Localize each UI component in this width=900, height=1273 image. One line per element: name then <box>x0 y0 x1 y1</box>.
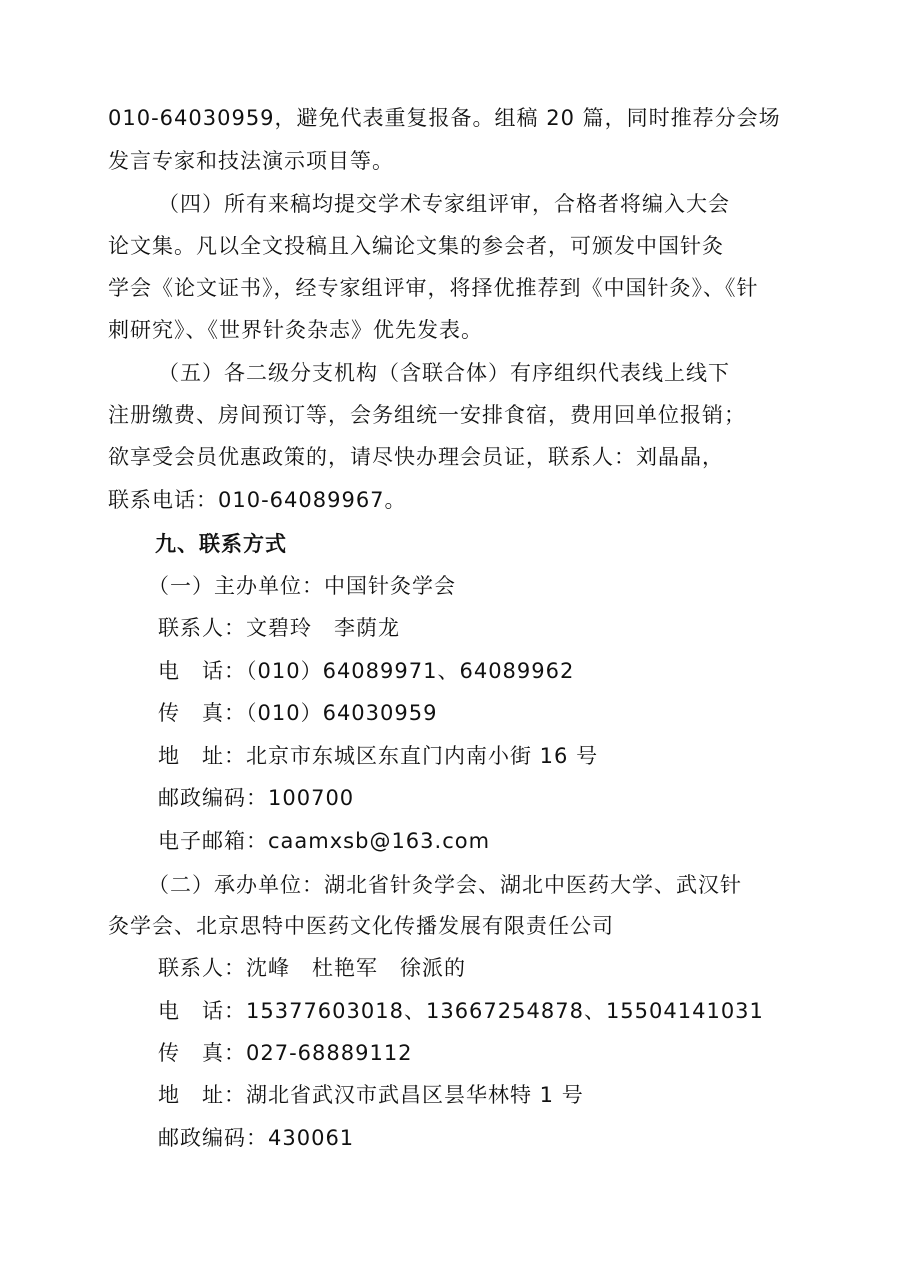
host-contact-person: 联系人：文碧玲 李荫龙 <box>158 616 400 640</box>
paragraph-line: 发言专家和技法演示项目等。 <box>108 149 394 173</box>
host-postcode: 邮政编码：100700 <box>158 786 355 810</box>
paragraph-line: 010-64030959，避免代表重复报备。组稿 20 篇，同时推荐分会场 <box>108 106 781 130</box>
host-address: 地 址：北京市东城区东直门内南小街 16 号 <box>158 744 599 768</box>
organizer-phone: 电 话：15377603018、13667254878、15504141031 <box>158 999 764 1023</box>
host-phone: 电 话：（010）64089971、64089962 <box>158 659 575 683</box>
organizer-unit-title: （二）承办单位：湖北省针灸学会、湖北中医药大学、武汉针 <box>148 873 742 897</box>
paragraph-line: 刺研究》、《世界针灸杂志》优先发表。 <box>108 318 483 342</box>
paragraph-line: 联系电话：010-64089967。 <box>108 488 407 512</box>
organizer-contact-person: 联系人：沈峰 杜艳军 徐派的 <box>158 956 466 980</box>
host-unit-title: （一）主办单位：中国针灸学会 <box>148 574 456 598</box>
organizer-unit-title-cont: 灸学会、北京思特中医药文化传播发展有限责任公司 <box>108 914 614 938</box>
section-heading: 九、联系方式 <box>155 532 287 556</box>
host-email: 电子邮箱：caamxsb@163.com <box>158 829 491 853</box>
paragraph-line: （四）所有来稿均提交学术专家组评审，合格者将编入大会 <box>158 192 730 216</box>
organizer-address: 地 址：湖北省武汉市武昌区昙华林特 1 号 <box>158 1083 584 1107</box>
paragraph-line: （五）各二级分支机构（含联合体）有序组织代表线上线下 <box>158 361 730 385</box>
paragraph-line: 欲享受会员优惠政策的，请尽快办理会员证，联系人：刘晶晶， <box>108 445 724 469</box>
host-fax: 传 真：（010）64030959 <box>158 701 438 725</box>
organizer-postcode: 邮政编码：430061 <box>158 1126 355 1150</box>
paragraph-line: 学会《论文证书》，经专家组评审，将择优推荐到《中国针灸》、《针 <box>108 276 759 300</box>
paragraph-line: 论文集。凡以全文投稿且入编论文集的参会者，可颁发中国针灸 <box>108 234 724 258</box>
organizer-fax: 传 真：027-68889112 <box>158 1041 413 1065</box>
paragraph-line: 注册缴费、房间预订等，会务组统一安排食宿，费用回单位报销； <box>108 403 746 427</box>
